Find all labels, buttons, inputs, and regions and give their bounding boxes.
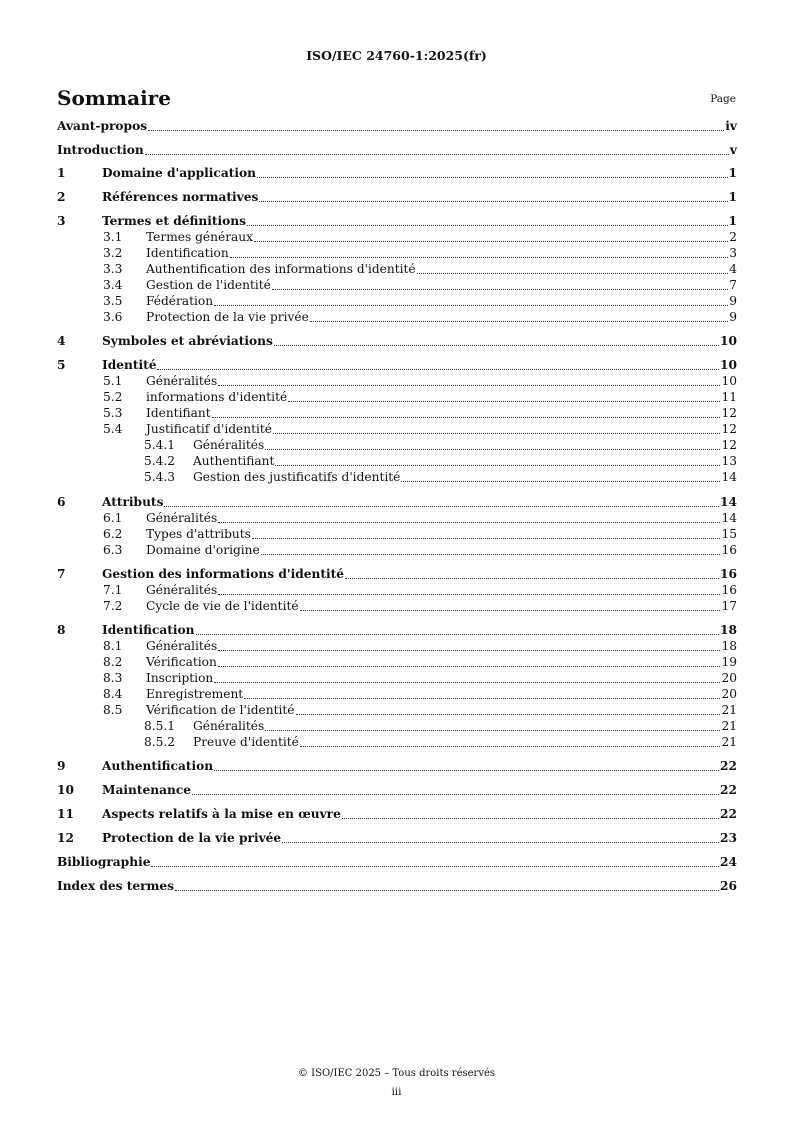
page-column-label: Page bbox=[710, 93, 736, 105]
toc-entry[interactable] bbox=[57, 166, 737, 181]
toc-entry-title: Vérification de l'identité bbox=[146, 703, 295, 717]
toc-entry-number: 3 bbox=[57, 214, 66, 228]
toc-dot-leader bbox=[218, 385, 720, 386]
toc-entry-number: 8.3 bbox=[103, 671, 123, 685]
toc-dot-leader bbox=[274, 345, 719, 346]
toc-dot-leader bbox=[212, 417, 721, 418]
toc-entry-title: Généralités bbox=[146, 639, 218, 653]
toc-dot-leader bbox=[218, 594, 720, 595]
toc-entry-number: 2 bbox=[57, 190, 66, 204]
toc-entry[interactable] bbox=[57, 623, 737, 638]
toc-entry-number: 5.4.3 bbox=[144, 470, 176, 484]
toc-entry[interactable] bbox=[57, 807, 737, 822]
toc-entry-page: 14 bbox=[721, 511, 737, 525]
toc-entry-number: 1 bbox=[57, 166, 66, 180]
toc-dot-leader bbox=[214, 305, 728, 306]
toc-dot-leader bbox=[252, 538, 721, 539]
toc-dot-leader bbox=[145, 154, 729, 155]
toc-entry[interactable] bbox=[57, 214, 737, 229]
toc-dot-leader bbox=[214, 682, 720, 683]
toc-entry-page: 4 bbox=[729, 262, 737, 276]
toc-entry-page: 10 bbox=[721, 374, 737, 388]
toc-entry[interactable] bbox=[57, 759, 737, 774]
toc-entry-page: 1 bbox=[728, 190, 737, 204]
toc-entry-page: 19 bbox=[721, 655, 737, 669]
toc-dot-leader bbox=[417, 273, 729, 274]
toc-entry-page: 10 bbox=[720, 334, 737, 348]
toc-entry-title: Fédération bbox=[146, 294, 214, 308]
toc-dot-leader bbox=[230, 257, 729, 258]
toc-entry-page: 12 bbox=[721, 406, 737, 420]
toc-dot-leader bbox=[282, 842, 719, 843]
toc-entry-number: 5.1 bbox=[103, 374, 123, 388]
toc-entry-number: 3.2 bbox=[103, 246, 123, 260]
toc-entry-page: 13 bbox=[721, 454, 737, 468]
toc-entry-number: 12 bbox=[57, 831, 74, 845]
toc-entry-page: 12 bbox=[721, 422, 737, 436]
toc-entry[interactable] bbox=[57, 438, 737, 453]
toc-entry-page: 14 bbox=[720, 495, 737, 509]
toc-entry-title: Maintenance bbox=[102, 783, 192, 797]
toc-entry-title: Protection de la vie privée bbox=[102, 831, 282, 845]
toc-entry-page: 7 bbox=[729, 278, 737, 292]
toc-dot-leader bbox=[192, 794, 719, 795]
toc-entry-title: Généralités bbox=[193, 719, 265, 733]
toc-entry-page: 18 bbox=[721, 639, 737, 653]
toc-entry-title: Identification bbox=[146, 246, 229, 260]
toc-dot-leader bbox=[288, 401, 720, 402]
toc-entry-number: 3.6 bbox=[103, 310, 123, 324]
toc-entry[interactable] bbox=[57, 735, 737, 750]
toc-entry-title: Justificatif d'identité bbox=[146, 422, 273, 436]
toc-entry-number: 6.1 bbox=[103, 511, 123, 525]
toc-entry-title: Termes et définitions bbox=[102, 214, 246, 228]
toc-entry-page: 12 bbox=[721, 438, 737, 452]
toc-entry-title: Preuve d'identité bbox=[193, 735, 299, 749]
toc-entry[interactable] bbox=[57, 190, 737, 205]
toc-entry-number: 6.2 bbox=[103, 527, 123, 541]
toc-entry-title: Index des termes bbox=[57, 879, 175, 893]
toc-dot-leader bbox=[157, 369, 719, 370]
toc-dot-leader bbox=[164, 506, 719, 507]
toc-entry-number: 8.4 bbox=[103, 687, 123, 701]
toc-entry-number: 8.5.2 bbox=[144, 735, 176, 749]
toc-entry-title: Protection de la vie privée bbox=[146, 310, 309, 324]
toc-entry[interactable] bbox=[57, 294, 737, 309]
toc-entry-page: 14 bbox=[721, 470, 737, 484]
toc-entry-title: Identification bbox=[102, 623, 195, 637]
toc-entry-page: 26 bbox=[720, 879, 737, 893]
toc-entry-title: Références normatives bbox=[102, 190, 259, 204]
toc-entry-page: 22 bbox=[720, 759, 737, 773]
toc-entry-number: 5.2 bbox=[103, 390, 123, 404]
toc-entry-page: iv bbox=[725, 119, 737, 133]
toc-entry-number: 8.2 bbox=[103, 655, 123, 669]
footer-copyright: © ISO/IEC 2025 – Tous droits réservés bbox=[297, 1068, 496, 1079]
toc-entry[interactable] bbox=[57, 567, 737, 582]
toc-dot-leader bbox=[254, 241, 728, 242]
toc-entry-title: Cycle de vie de l'identité bbox=[146, 599, 299, 613]
toc-entry-title: Authentification des informations d'identité bbox=[146, 262, 416, 276]
toc-dot-leader bbox=[300, 610, 721, 611]
toc-dot-leader bbox=[300, 746, 721, 747]
toc-entry[interactable] bbox=[57, 719, 737, 734]
toc-dot-leader bbox=[296, 714, 721, 715]
toc-entry-page: 20 bbox=[721, 687, 737, 701]
toc-entry-number: 3.5 bbox=[103, 294, 123, 308]
toc-entry[interactable] bbox=[57, 511, 737, 526]
toc-entry-title: Identifiant bbox=[146, 406, 211, 420]
toc-entry-page: 21 bbox=[721, 703, 737, 717]
toc-dot-leader bbox=[310, 321, 728, 322]
toc-entry-number: 5.4 bbox=[103, 422, 123, 436]
toc-entry-page: 11 bbox=[721, 390, 737, 404]
toc-entry-number: 5.4.1 bbox=[144, 438, 176, 452]
toc-entry-title: Vérification bbox=[146, 655, 217, 669]
toc-entry[interactable] bbox=[57, 703, 737, 718]
toc-entry-title: Symboles et abréviations bbox=[102, 334, 273, 348]
toc-entry-number: 5 bbox=[57, 358, 66, 372]
toc-dot-leader bbox=[218, 666, 721, 667]
toc-entry[interactable] bbox=[57, 358, 737, 373]
toc-entry-number: 4 bbox=[57, 334, 66, 348]
toc-entry-title: Gestion des justificatifs d'identité bbox=[193, 470, 401, 484]
toc-entry-page: v bbox=[729, 143, 737, 157]
toc-dot-leader bbox=[265, 730, 720, 731]
toc-entry-page: 2 bbox=[729, 230, 737, 244]
toc-entry[interactable] bbox=[57, 655, 737, 670]
toc-entry-title: Authentifiant bbox=[193, 454, 275, 468]
toc-dot-leader bbox=[175, 890, 719, 891]
toc-entry-page: 16 bbox=[721, 543, 737, 557]
toc-entry[interactable] bbox=[57, 831, 737, 846]
toc-entry-number: 11 bbox=[57, 807, 74, 821]
toc-entry[interactable] bbox=[57, 783, 737, 798]
toc-entry-number: 3.1 bbox=[103, 230, 123, 244]
toc-entry[interactable] bbox=[57, 599, 737, 614]
toc-entry-page: 1 bbox=[728, 214, 737, 228]
toc-entry-title: Bibliographie bbox=[57, 855, 151, 869]
toc-entry-number: 8.5.1 bbox=[144, 719, 176, 733]
toc-entry[interactable] bbox=[57, 119, 737, 134]
toc-entry-title: Gestion des informations d'identité bbox=[102, 567, 344, 581]
toc-entry[interactable] bbox=[57, 671, 737, 686]
toc-entry[interactable] bbox=[57, 262, 737, 277]
toc-entry-page: 10 bbox=[720, 358, 737, 372]
toc-entry-page: 18 bbox=[720, 623, 737, 637]
toc-entry-title: Généralités bbox=[146, 583, 218, 597]
toc-entry[interactable] bbox=[57, 543, 737, 558]
toc-entry-number: 7.2 bbox=[103, 599, 123, 613]
toc-entry-title: Inscription bbox=[146, 671, 214, 685]
toc-entry-page: 21 bbox=[721, 719, 737, 733]
toc-entry-page: 21 bbox=[721, 735, 737, 749]
toc-entry-number: 3.3 bbox=[103, 262, 123, 276]
toc-entry-title: Introduction bbox=[57, 143, 144, 157]
toc-dot-leader bbox=[244, 698, 720, 699]
toc-entry[interactable] bbox=[57, 583, 737, 598]
toc-dot-leader bbox=[265, 449, 720, 450]
toc-entry-title: Identité bbox=[102, 358, 157, 372]
toc-dot-leader bbox=[259, 201, 727, 202]
toc-entry-page: 9 bbox=[729, 294, 737, 308]
toc-dot-leader bbox=[218, 650, 720, 651]
toc-entry[interactable] bbox=[57, 230, 737, 245]
toc-entry[interactable] bbox=[57, 855, 737, 870]
toc-dot-leader bbox=[151, 866, 719, 867]
toc-entry[interactable] bbox=[57, 470, 737, 485]
toc-dot-leader bbox=[218, 522, 720, 523]
toc-entry-number: 5.4.2 bbox=[144, 454, 176, 468]
toc-dot-leader bbox=[196, 634, 720, 635]
toc-entry[interactable] bbox=[57, 687, 737, 702]
document-id-header: ISO/IEC 24760-1:2025(fr) bbox=[306, 48, 487, 63]
toc-entry-page: 22 bbox=[720, 783, 737, 797]
toc-entry-title: Domaine d'origine bbox=[146, 543, 260, 557]
toc-entry-page: 17 bbox=[721, 599, 737, 613]
toc-dot-leader bbox=[401, 481, 720, 482]
toc-entry-title: Avant-propos bbox=[57, 119, 148, 133]
toc-entry-number: 8.1 bbox=[103, 639, 123, 653]
toc-entry[interactable] bbox=[57, 495, 737, 510]
toc-entry[interactable] bbox=[57, 406, 737, 421]
toc-entry[interactable] bbox=[57, 374, 737, 389]
toc-entry-page: 24 bbox=[720, 855, 737, 869]
toc-entry[interactable] bbox=[57, 879, 737, 894]
toc-entry-number: 9 bbox=[57, 759, 66, 773]
toc-entry-title: Attributs bbox=[102, 495, 164, 509]
toc-entry-number: 7 bbox=[57, 567, 66, 581]
toc-entry-number: 3.4 bbox=[103, 278, 123, 292]
toc-entry-number: 6 bbox=[57, 495, 66, 509]
toc-entry-page: 16 bbox=[720, 567, 737, 581]
toc-dot-leader bbox=[214, 770, 719, 771]
toc-entry-title: Généralités bbox=[193, 438, 265, 452]
toc-entry-number: 8 bbox=[57, 623, 66, 637]
toc-dot-leader bbox=[261, 554, 721, 555]
toc-entry-number: 7.1 bbox=[103, 583, 123, 597]
toc-entry-title: Généralités bbox=[146, 374, 218, 388]
toc-entry-page: 15 bbox=[721, 527, 737, 541]
toc-entry-title: Domaine d'application bbox=[102, 166, 256, 180]
toc-entry-number: 8.5 bbox=[103, 703, 123, 717]
toc-entry-page: 22 bbox=[720, 807, 737, 821]
toc-entry-title: Gestion de l'identité bbox=[146, 278, 271, 292]
toc-dot-leader bbox=[247, 225, 728, 226]
toc-entry[interactable] bbox=[57, 334, 737, 349]
toc-entry-title: Aspects relatifs à la mise en œuvre bbox=[102, 807, 341, 821]
toc-entry-page: 9 bbox=[729, 310, 737, 324]
toc-entry-number: 10 bbox=[57, 783, 74, 797]
toc-dot-leader bbox=[272, 289, 728, 290]
toc-entry-title: Généralités bbox=[146, 511, 218, 525]
toc-entry-title: Types d'attributs bbox=[146, 527, 251, 541]
toc-entry-number: 6.3 bbox=[103, 543, 123, 557]
toc-entry-number: 5.3 bbox=[103, 406, 123, 420]
toc-entry-page: 16 bbox=[721, 583, 737, 597]
toc-entry-page: 20 bbox=[721, 671, 737, 685]
toc-entry[interactable] bbox=[57, 246, 737, 261]
toc-entry-page: 23 bbox=[720, 831, 737, 845]
toc-entry-title: Authentification bbox=[102, 759, 214, 773]
toc-entry-title: informations d'identité bbox=[146, 390, 288, 404]
toc-dot-leader bbox=[148, 130, 724, 131]
toc-entry-page: 1 bbox=[728, 166, 737, 180]
toc-dot-leader bbox=[273, 433, 720, 434]
toc-entry-title: Enregistrement bbox=[146, 687, 244, 701]
footer-page-number: iii bbox=[391, 1086, 402, 1098]
toc-entry[interactable] bbox=[57, 390, 737, 405]
toc-entry[interactable] bbox=[57, 527, 737, 542]
toc-entry[interactable] bbox=[57, 422, 737, 437]
toc-entry-title: Termes généraux bbox=[146, 230, 254, 244]
toc-entry[interactable] bbox=[57, 454, 737, 469]
toc-entry[interactable] bbox=[57, 143, 737, 158]
toc-entry[interactable] bbox=[57, 639, 737, 654]
toc-dot-leader bbox=[275, 465, 720, 466]
toc-dot-leader bbox=[342, 818, 719, 819]
toc-entry[interactable] bbox=[57, 278, 737, 293]
toc-entry-page: 3 bbox=[729, 246, 737, 260]
page-title: Sommaire bbox=[57, 86, 171, 110]
toc-dot-leader bbox=[257, 177, 728, 178]
toc-dot-leader bbox=[345, 578, 719, 579]
toc-entry[interactable] bbox=[57, 310, 737, 325]
